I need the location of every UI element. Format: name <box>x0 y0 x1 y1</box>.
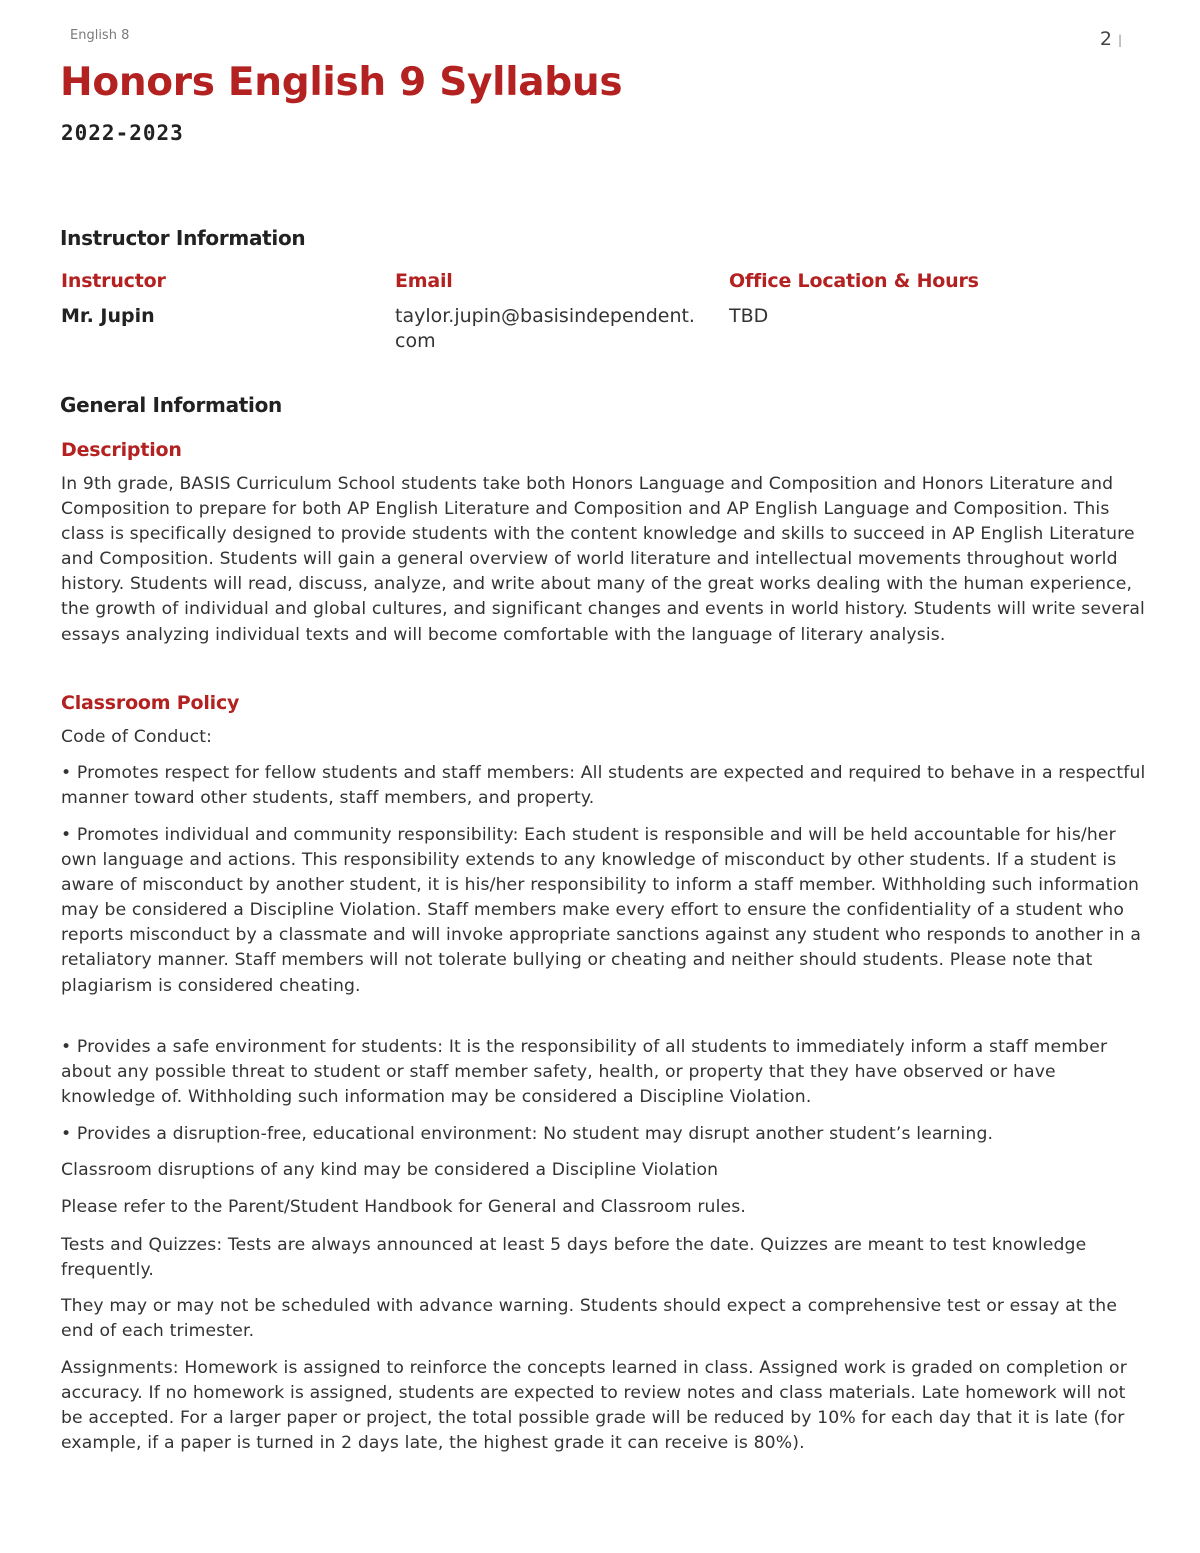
policy-bullet-responsibility: • Promotes individual and community responsibility: Each student is responsible and will be held accountable for his/her own language and actions. This responsibility extends to any knowledge of misconduct by other students. If a student is aware of misconduct by another student, it is his/her responsibility to inform a staff member. Withholding such information may be considered a Discipline Violation. Staff members make every effort to ensure the confidentiality of a student who reports misconduct by a classmate and will invoke appropriate sanctions against any student who responds to another in a retaliatory manner. Staff members will not tolerate bullying or cheating and neither should students. Please note that plagiarism is considered cheating. <box>61 825 1142 996</box>
email-label: Email <box>395 270 453 292</box>
code-of-conduct-label: Code of Conduct: <box>61 727 213 747</box>
instructor-email: taylor.jupin@basisindependent. com <box>395 305 695 352</box>
running-header: English 8 <box>70 28 130 43</box>
classroom-policy-heading: Classroom Policy <box>61 692 240 714</box>
handbook-reference-text: Please refer to the Parent/Student Handbook for General and Classroom rules. <box>61 1197 746 1217</box>
scheduling-text: They may or may not be scheduled with advance warning. Students should expect a comprehensive test or essay at the end of each trimester. <box>61 1296 1118 1342</box>
policy-bullet-safe-environment: • Provides a safe environment for students: It is the responsibility of all students to immediately inform a staff member about any possible threat to student or staff member safety, health, or property that they have observed or have knowledge of. Withholding such information may be considered a Discipline Violation. <box>61 1037 1108 1108</box>
description-heading: Description <box>61 439 182 461</box>
page-number-separator: | <box>1117 33 1122 47</box>
office-location-hours-label: Office Location & Hours <box>729 270 979 292</box>
instructor-label: Instructor <box>61 270 166 292</box>
classroom-disruptions-text: Classroom disruptions of any kind may be considered a Discipline Violation <box>61 1160 719 1180</box>
school-year: 2022-2023 <box>61 121 184 145</box>
instructor-name: Mr. Jupin <box>61 305 155 327</box>
page-number-block <box>1100 28 1122 50</box>
page-number: 2 <box>1099 28 1112 50</box>
description-text: In 9th grade, BASIS Curriculum School students take both Honors Language and Composition and Honors Literature and Composition to prepare for both AP English Literature and Composition and AP English Language and Composition. This class is specifically designed to provide students with the content knowledge and skills to succeed in AP English Literature and Composition. Students will gain a general overview of world literature and intellectual movements throughout world history. Students will read, discuss, analyze, and write about many of the great works dealing with the human experience, the growth of individual and global cultures, and significant changes and events in world history. Students will write several essays analyzing individual texts and will become comfortable with the language of literary analysis. <box>61 474 1145 645</box>
general-information-heading: General Information <box>60 393 282 417</box>
office-location-hours: TBD <box>729 305 769 327</box>
document-title: Honors English 9 Syllabus <box>60 60 623 105</box>
policy-bullet-respect: • Promotes respect for fellow students and staff members: All students are expected and required to behave in a respectful manner toward other students, staff members, and property. <box>61 763 1146 809</box>
tests-and-quizzes-text: Tests and Quizzes: Tests are always announced at least 5 days before the date. Quizzes are meant to test knowledge frequently. <box>61 1235 1087 1281</box>
instructor-information-heading: Instructor Information <box>60 226 306 250</box>
policy-bullet-disruption-free: • Provides a disruption-free, educational environment: No student may disrupt another student’s learning. <box>61 1124 994 1144</box>
assignments-text: Assignments: Homework is assigned to reinforce the concepts learned in class. Assigned work is graded on completion or accuracy. If no homework is assigned, students are expected to review notes and class materials. Late homework will not be accepted. For a larger paper or project, the total possible grade will be reduced by 10% for each day that it is late (for example, if a paper is turned in 2 days late, the highest grade it can receive is 80%). <box>61 1358 1127 1454</box>
